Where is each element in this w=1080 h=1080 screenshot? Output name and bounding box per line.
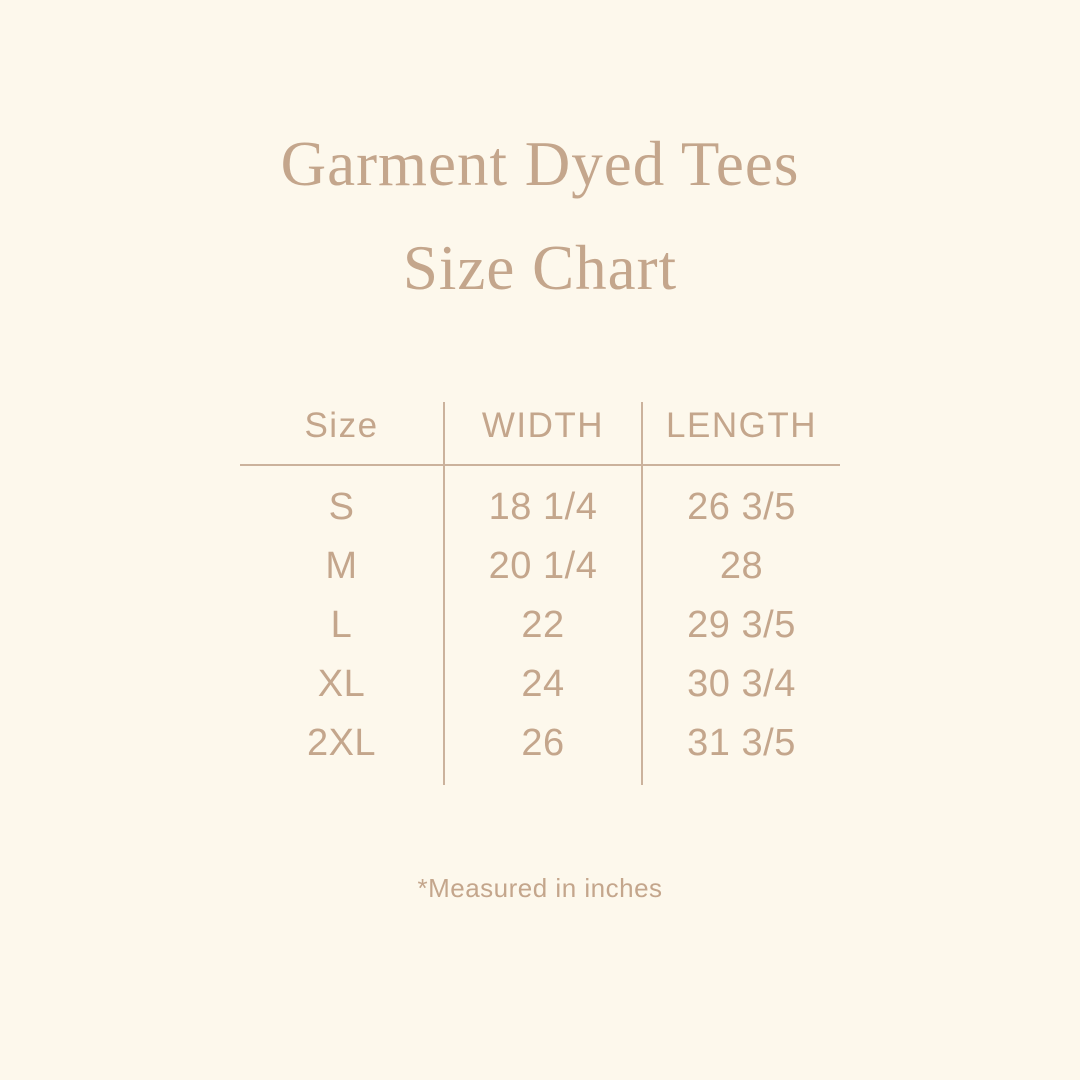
cell-length: 30 3/4 <box>642 655 840 714</box>
table-body <box>240 465 840 785</box>
column-header-width: WIDTH <box>444 402 642 465</box>
table-header-row <box>240 402 840 465</box>
cell-width: 24 <box>444 655 642 714</box>
cell-size: XL <box>317 663 366 705</box>
cell-size: M <box>325 545 358 587</box>
cell-size: L <box>330 604 353 646</box>
cell-width: 26 <box>444 714 642 785</box>
table-row <box>240 465 840 537</box>
cell-width: 20 1/4 <box>444 537 642 596</box>
table-row <box>240 596 840 655</box>
title-line-2: Size Chart <box>402 233 678 303</box>
size-chart-table <box>240 402 840 785</box>
cell-width: 22 <box>444 596 642 655</box>
page-title <box>281 112 800 320</box>
cell-length: 29 3/5 <box>642 596 840 655</box>
title-line-1: Garment Dyed Tees <box>280 129 800 199</box>
cell-length: 26 3/5 <box>642 465 840 537</box>
cell-width: 18 1/4 <box>444 465 642 537</box>
cell-size: 2XL <box>306 722 377 764</box>
size-table-container <box>240 402 840 785</box>
cell-length: 28 <box>642 537 840 596</box>
measurement-footnote: *Measured in inches <box>417 873 663 903</box>
table-row <box>240 655 840 714</box>
table-row <box>240 714 840 785</box>
table-header <box>240 402 840 465</box>
cell-length: 31 3/5 <box>642 714 840 785</box>
table-row <box>240 537 840 596</box>
column-header-length: LENGTH <box>642 402 840 465</box>
cell-size: S <box>328 486 355 528</box>
column-header-size: Size <box>304 406 379 445</box>
